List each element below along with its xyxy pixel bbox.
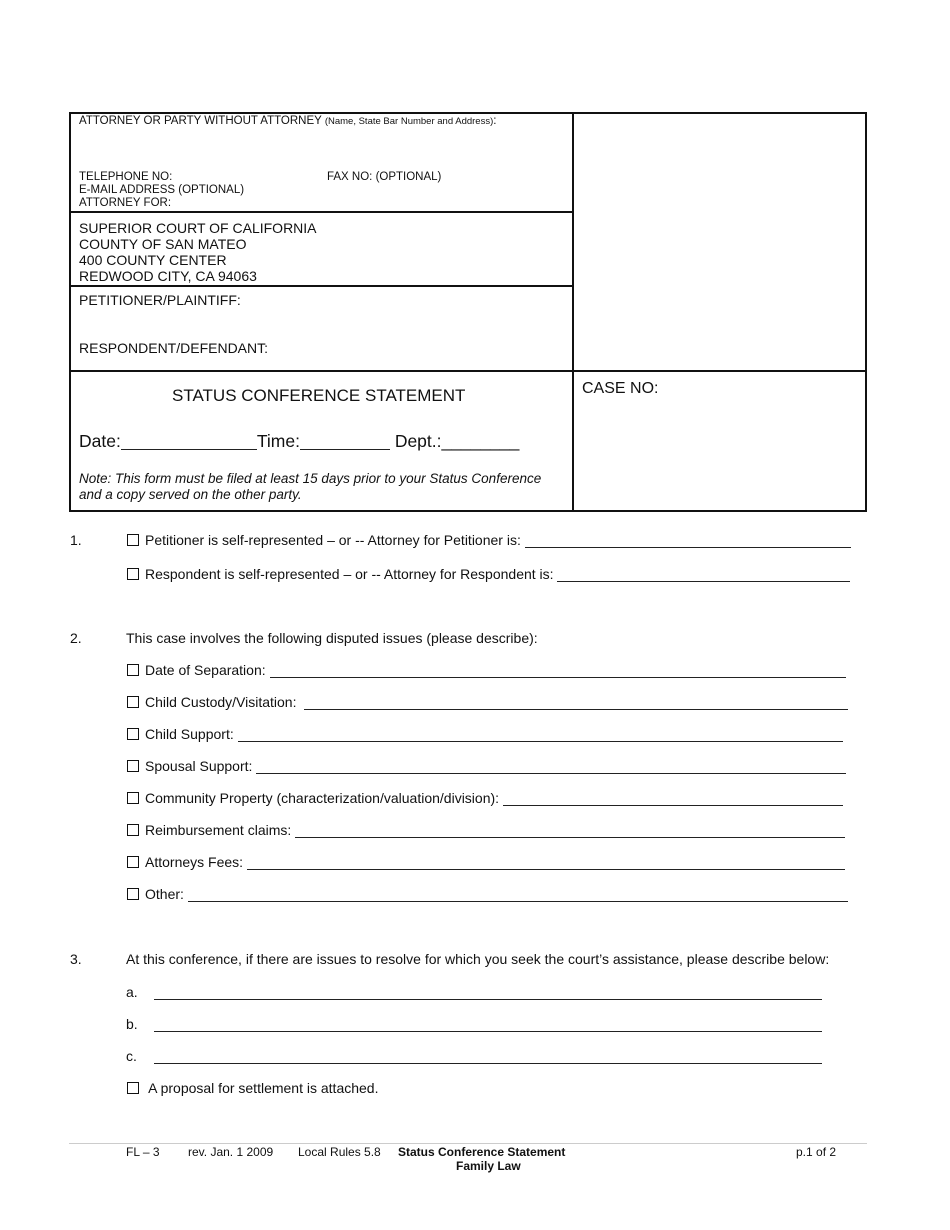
issue-field[interactable] xyxy=(503,791,843,806)
section3-intro: At this conference, if there are issues to resolve for which you seek the court’s assistance, please describe below: xyxy=(126,951,830,967)
assistance-field[interactable] xyxy=(154,1049,822,1064)
dept-field[interactable]: ________ xyxy=(441,431,520,451)
issue-field[interactable] xyxy=(304,695,848,710)
issue-field[interactable] xyxy=(256,759,846,774)
footer-page: p.1 of 2 xyxy=(796,1145,837,1159)
fax-label: FAX NO: (OPTIONAL) xyxy=(327,171,442,183)
respondent-checkbox[interactable] xyxy=(127,568,139,580)
assistance-field[interactable] xyxy=(154,1017,822,1032)
issue-field[interactable] xyxy=(238,727,843,742)
footer-title: Status Conference Statement xyxy=(398,1145,566,1159)
footer-rule xyxy=(69,1143,867,1144)
caption-divider xyxy=(572,112,574,512)
date-label: Date: xyxy=(79,431,121,451)
court-line: REDWOOD CITY, CA 94063 xyxy=(79,268,257,284)
issue-checkbox[interactable] xyxy=(127,856,139,868)
respondent-attorney-field[interactable] xyxy=(557,567,850,582)
issue-row: Child Support: xyxy=(127,726,843,742)
court-line: 400 COUNTY CENTER xyxy=(79,252,227,268)
assistance-field[interactable] xyxy=(154,985,822,1000)
section2-intro: This case involves the following disputed issues (please describe): xyxy=(126,630,538,646)
issue-row: Child Custody/Visitation: xyxy=(127,694,848,710)
telephone-label: TELEPHONE NO: xyxy=(79,171,173,183)
date-time-dept-row xyxy=(79,431,519,452)
issue-row: Reimbursement claims: xyxy=(127,822,845,838)
issue-row: Other: xyxy=(127,886,848,902)
issue-checkbox[interactable] xyxy=(127,792,139,804)
assistance-item: a. xyxy=(126,984,822,1000)
footer-subtitle: Family Law xyxy=(456,1159,521,1173)
assistance-item: c. xyxy=(126,1048,822,1064)
issue-checkbox[interactable] xyxy=(127,760,139,772)
dept-label: Dept.: xyxy=(394,431,442,451)
issue-field[interactable] xyxy=(188,887,848,902)
proposal-checkbox[interactable] xyxy=(127,1082,139,1094)
petitioner-checkbox[interactable] xyxy=(127,534,139,546)
court-line: SUPERIOR COURT OF CALIFORNIA xyxy=(79,220,317,236)
footer-rev: rev. Jan. 1 2009 xyxy=(188,1145,274,1159)
date-field[interactable] xyxy=(121,432,257,450)
petitioner-attorney-field[interactable] xyxy=(525,533,851,548)
issue-row: Spousal Support: xyxy=(127,758,846,774)
time-field[interactable] xyxy=(300,432,390,450)
issue-row: Date of Separation: xyxy=(127,662,846,678)
issue-checkbox[interactable] xyxy=(127,664,139,676)
form-title: STATUS CONFERENCE STATEMENT xyxy=(172,386,466,405)
rule-court xyxy=(69,285,573,287)
time-label: Time: xyxy=(256,431,300,451)
issue-field[interactable] xyxy=(295,823,845,838)
issue-checkbox[interactable] xyxy=(127,696,139,708)
attorney-for-label: ATTORNEY FOR: xyxy=(79,197,172,209)
attorney-label: ATTORNEY OR PARTY WITHOUT ATTORNEY (Name, State Bar Number and Address): xyxy=(79,115,497,127)
issue-field[interactable] xyxy=(270,663,846,678)
petitioner-label: PETITIONER/PLAINTIFF: xyxy=(79,292,241,308)
rule-attorney xyxy=(69,211,573,213)
issue-checkbox[interactable] xyxy=(127,824,139,836)
issue-row: Community Property (characterization/valuation/division): xyxy=(127,790,843,806)
section1-petitioner-row xyxy=(127,532,851,548)
footer-form: FL – 3 xyxy=(126,1145,160,1159)
case-no-label: CASE NO: xyxy=(582,380,659,397)
petitioner-attorney-label: Petitioner is self-represented – or -- Attorney for Petitioner is: xyxy=(145,532,521,548)
caption-box xyxy=(69,112,867,512)
assistance-item: b. xyxy=(126,1016,822,1032)
footer-rules: Local Rules 5.8 xyxy=(298,1145,381,1159)
proposal-row xyxy=(127,1080,378,1096)
rule-parties xyxy=(69,370,867,372)
email-label: E-MAIL ADDRESS (OPTIONAL) xyxy=(79,184,245,196)
respondent-label: RESPONDENT/DEFENDANT: xyxy=(79,340,269,356)
section1-respondent-row xyxy=(127,566,850,582)
note-line: Note: This form must be filed at least 15 days prior to your Status Conference xyxy=(79,471,542,486)
issue-field[interactable] xyxy=(247,855,845,870)
section3-number: 3. xyxy=(70,951,82,967)
respondent-attorney-label: Respondent is self-represented – or -- Attorney for Respondent is: xyxy=(145,566,554,582)
proposal-label: A proposal for settlement is attached. xyxy=(148,1080,379,1096)
issue-checkbox[interactable] xyxy=(127,728,139,740)
note-line: and a copy served on the other party. xyxy=(79,487,302,502)
section2-number: 2. xyxy=(70,630,82,646)
section1-number: 1. xyxy=(70,532,82,548)
issue-checkbox[interactable] xyxy=(127,888,139,900)
issue-row: Attorneys Fees: xyxy=(127,854,845,870)
court-line: COUNTY OF SAN MATEO xyxy=(79,236,247,252)
